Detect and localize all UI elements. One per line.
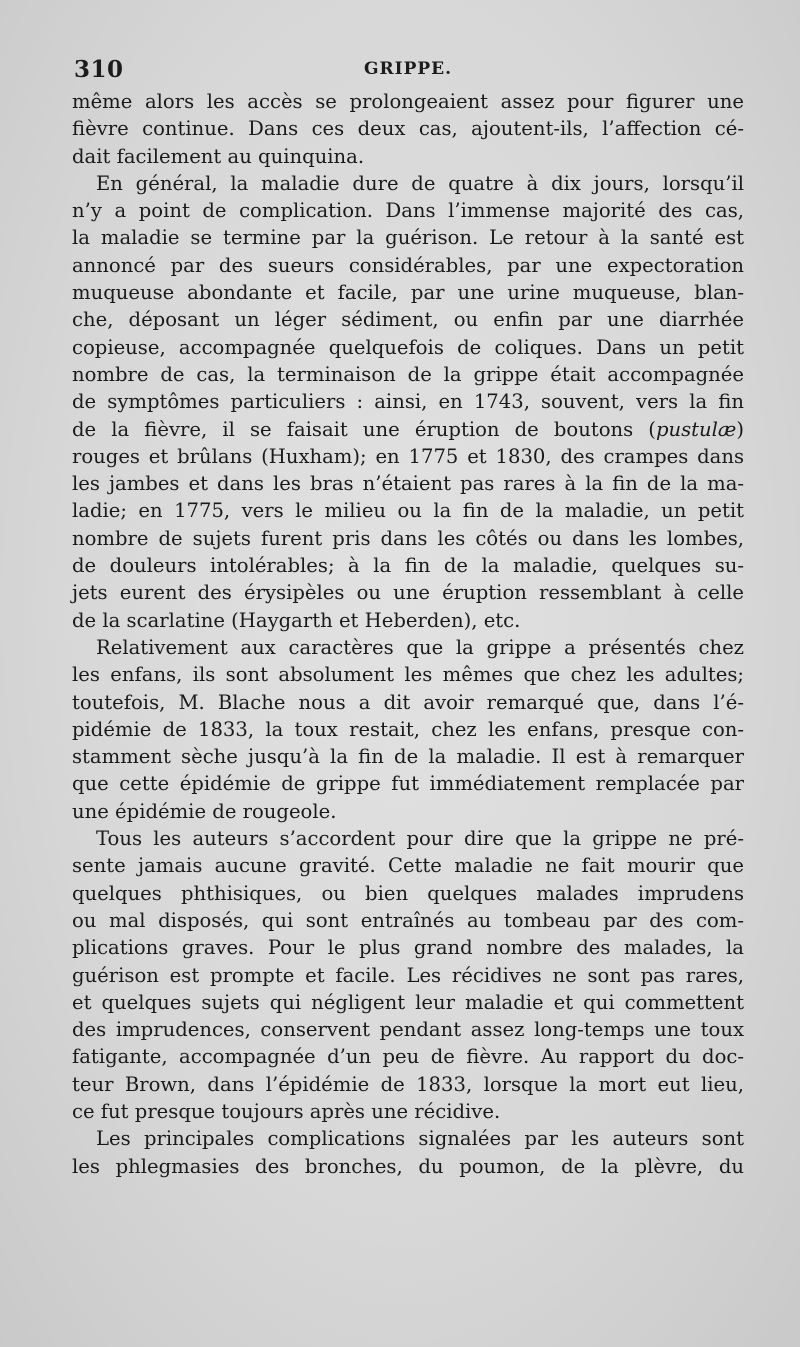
text-line: rouges et brûlans (Huxham); en 1775 et 1830, des crampes dans	[72, 444, 744, 468]
paragraph	[72, 634, 744, 825]
latin-term: pustulæ	[655, 417, 737, 441]
text-line: plications graves. Pour le plus grand nombre des malades, la	[72, 936, 744, 960]
paragraph	[72, 825, 744, 1125]
paragraph	[72, 1125, 744, 1180]
text-line: quelques phthisiques, ou bien quelques malades imprudens	[72, 881, 744, 905]
text-line: ce fut presque toujours après une récidive.	[72, 1099, 501, 1123]
page-header	[74, 56, 742, 86]
text-line: une épidémie de rougeole.	[72, 799, 337, 823]
text-line: guérison est prompte et facile. Les récidives ne sont pas rares,	[72, 963, 744, 987]
text-line: En général, la maladie dure de quatre à dix jours, lorsqu’il	[96, 171, 744, 195]
paragraph	[72, 170, 744, 634]
text-line: fatigante, accompagnée d’un peu de fièvre. Au rapport du doc-	[72, 1045, 744, 1069]
text-line: toutefois, M. Blache nous a dit avoir remarqué que, dans l’é-	[72, 690, 744, 714]
text-line: sente jamais aucune gravité. Cette maladie ne fait mourir que	[72, 854, 744, 878]
text-line: nombre de cas, la terminaison de la grippe était accompagnée	[72, 362, 744, 386]
text-line: de symptômes particuliers : ainsi, en 1743, souvent, vers la fin	[72, 390, 744, 414]
text-line: n’y a point de complication. Dans l’immense majorité des cas,	[72, 199, 744, 223]
paragraph	[72, 88, 744, 170]
text-line: muqueuse abondante et facile, par une urine muqueuse, blan-	[72, 281, 744, 305]
text-line: ou mal disposés, qui sont entraînés au tombeau par des com-	[72, 908, 744, 932]
text-line: de douleurs intolérables; à la fin de la maladie, quelques su-	[72, 554, 744, 578]
text-line: Relativement aux caractères que la grippe a présentés chez	[96, 635, 744, 659]
running-head: GRIPPE.	[364, 59, 453, 79]
text-line: la maladie se termine par la guérison. Le retour à la santé est	[72, 226, 744, 250]
text-line: dait facilement au quinquina.	[72, 144, 365, 168]
text-line: même alors les accès se prolongeaient assez pour figurer une	[72, 90, 744, 113]
text-line: Les principales complications signalées par les auteurs sont	[96, 1127, 744, 1151]
body-text	[72, 88, 744, 1180]
text-line: jets eurent des érysipèles ou une éruption ressemblant à celle	[72, 581, 744, 605]
page-number: 310	[74, 56, 124, 83]
text-line: teur Brown, dans l’épidémie de 1833, lorsque la mort eut lieu,	[72, 1072, 744, 1096]
text-line: copieuse, accompagnée quelquefois de coliques. Dans un petit	[72, 335, 744, 359]
text-line: stamment sèche jusqu’à la fin de la maladie. Il est à remarquer	[72, 745, 744, 769]
text-line: les jambes et dans les bras n’étaient pas rares à la fin de la ma-	[72, 472, 744, 496]
text-line: que cette épidémie de grippe fut immédiatement remplacée par	[72, 772, 744, 796]
text-line: ladie; en 1775, vers le milieu ou la fin de la maladie, un petit	[72, 499, 744, 523]
text-line: nombre de sujets furent pris dans les côtés ou dans les lombes,	[72, 526, 744, 550]
text-line: de la fièvre, il se faisait une éruption de boutons (pustulæ)	[72, 417, 744, 441]
text-line: che, déposant un léger sédiment, ou enfin par une diarrhée	[72, 308, 744, 332]
text-line: les phlegmasies des bronches, du poumon, de la plèvre, du	[72, 1154, 744, 1178]
text-line: pidémie de 1833, la toux restait, chez les enfans, presque con-	[72, 717, 744, 741]
text-line: et quelques sujets qui négligent leur maladie et qui commettent	[72, 990, 744, 1014]
text-line: de la scarlatine (Haygarth et Heberden), etc.	[72, 608, 521, 632]
text-line: des imprudences, conservent pendant assez long-temps une toux	[72, 1018, 744, 1042]
text-line: fièvre continue. Dans ces deux cas, ajoutent-ils, l’affection cé-	[72, 117, 744, 141]
text-line: les enfans, ils sont absolument les mêmes que chez les adultes;	[72, 663, 744, 687]
text-line: Tous les auteurs s’accordent pour dire que la grippe ne pré-	[96, 827, 744, 851]
text-line: annoncé par des sueurs considérables, par une expectoration	[72, 253, 744, 277]
